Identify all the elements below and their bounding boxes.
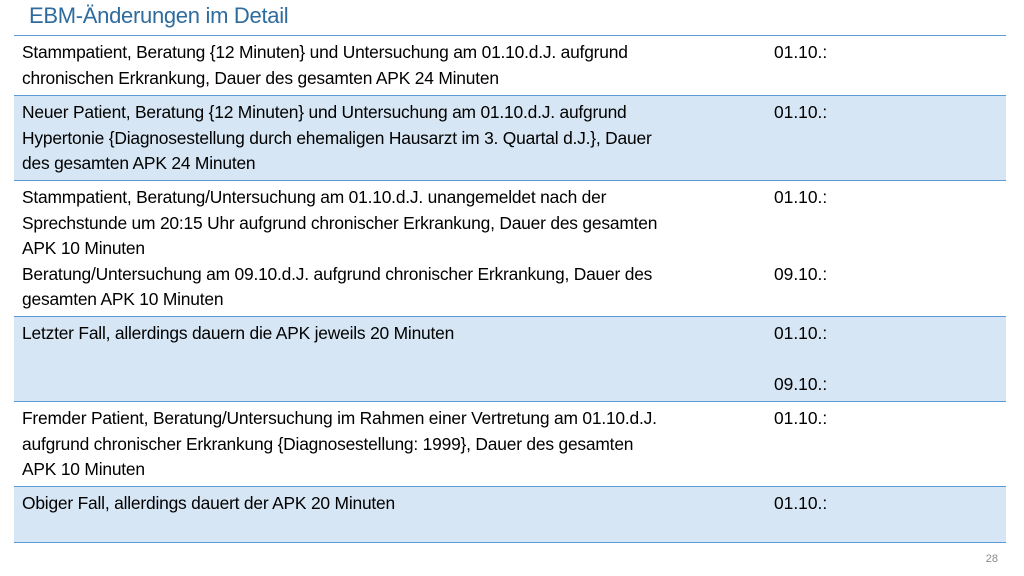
description-line: Stammpatient, Beratung {12 Minuten} und Untersuchung am 01.10.d.J. aufgrund bbox=[22, 42, 628, 62]
page-number: 28 bbox=[985, 553, 998, 565]
row-dates bbox=[766, 96, 1006, 180]
description-line: Stammpatient, Beratung/Untersuchung am 01.10.d.J. unangemeldet nach der bbox=[22, 187, 607, 207]
ebm-table bbox=[14, 35, 1006, 543]
description-line: Obiger Fall, allerdings dauert der APK 20 Minuten bbox=[22, 493, 396, 513]
row-dates bbox=[766, 402, 1006, 486]
description-line: chronischen Erkrankung, Dauer des gesamten APK 24 Minuten bbox=[22, 67, 499, 88]
date-label: 01.10.: bbox=[774, 102, 828, 122]
row-description bbox=[14, 36, 766, 95]
date-label bbox=[774, 211, 1006, 237]
description-line: Fremder Patient, Beratung/Untersuchung im Rahmen einer Vertretung am 01.10.d.J. bbox=[22, 408, 657, 428]
date-label: 01.10.: bbox=[774, 408, 828, 428]
date-label: 01.10.: bbox=[774, 493, 828, 513]
table-row bbox=[14, 36, 1006, 95]
table-row bbox=[14, 180, 1006, 316]
description-line: Letzter Fall, allerdings dauern die APK jeweils 20 Minuten bbox=[22, 323, 455, 343]
description-line: Sprechstunde um 20:15 Uhr aufgrund chronischer Erkrankung, Dauer des gesamten bbox=[22, 212, 658, 233]
date-label bbox=[774, 347, 1006, 373]
description-line: Neuer Patient, Beratung {12 Minuten} und Untersuchung am 01.10.d.J. aufgrund bbox=[22, 102, 627, 122]
description-line: aufgrund chronischer Erkrankung {Diagnosestellung: 1999}, Dauer des gesamten bbox=[22, 433, 634, 454]
description-line: Beratung/Untersuchung am 09.10.d.J. aufgrund chronischer Erkrankung, Dauer des bbox=[22, 263, 653, 284]
table-row bbox=[14, 401, 1006, 486]
row-dates bbox=[766, 181, 1006, 316]
row-description bbox=[14, 96, 766, 180]
row-description bbox=[14, 181, 766, 316]
row-dates bbox=[766, 487, 1006, 542]
date-label: 01.10.: bbox=[774, 187, 828, 207]
date-label: 01.10.: bbox=[774, 323, 828, 343]
table-row bbox=[14, 95, 1006, 180]
date-label: 01.10.: bbox=[774, 42, 828, 62]
description-line: Hypertonie {Diagnosestellung durch ehemaligen Hausarzt im 3. Quartal d.J.}, Dauer bbox=[22, 127, 652, 148]
date-label: 09.10.: bbox=[774, 263, 828, 284]
row-description bbox=[14, 317, 766, 401]
description-line: gesamten APK 10 Minuten bbox=[22, 289, 224, 310]
row-dates bbox=[766, 317, 1006, 401]
date-label bbox=[774, 236, 1006, 262]
table-row bbox=[14, 486, 1006, 542]
slide-title: EBM-Änderungen im Detail bbox=[29, 3, 289, 28]
date-label: 09.10.: bbox=[774, 374, 828, 395]
description-line: des gesamten APK 24 Minuten bbox=[22, 153, 256, 174]
row-dates bbox=[766, 36, 1006, 95]
table-row bbox=[14, 316, 1006, 401]
row-description bbox=[14, 487, 766, 542]
row-description bbox=[14, 402, 766, 486]
description-line: APK 10 Minuten bbox=[22, 459, 145, 480]
description-line: APK 10 Minuten bbox=[22, 238, 145, 259]
